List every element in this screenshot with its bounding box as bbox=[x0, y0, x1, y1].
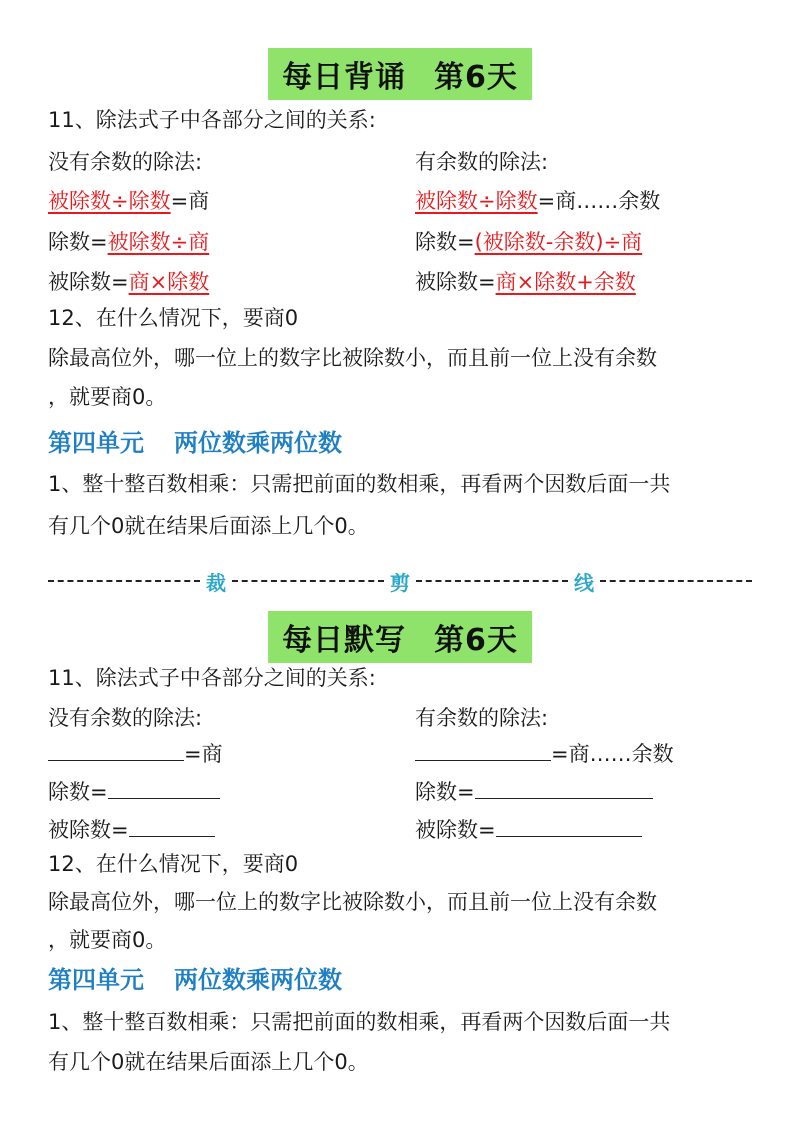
formula-text: 被除数= bbox=[415, 818, 496, 842]
answer-red: 被除数÷商 bbox=[107, 230, 210, 254]
formula-text: =商……余数 bbox=[537, 189, 661, 213]
top-q11: 11、除法式子中各部分之间的关系: bbox=[48, 108, 376, 132]
bottom-formula-left-1 bbox=[48, 738, 223, 768]
fill-blank[interactable] bbox=[48, 742, 184, 761]
bottom-formula-left-2 bbox=[48, 776, 220, 806]
formula-text: 被除数= bbox=[48, 270, 129, 294]
fill-blank[interactable] bbox=[496, 818, 642, 837]
fill-blank[interactable] bbox=[129, 818, 215, 837]
dash-segment bbox=[48, 580, 200, 582]
formula-text: =商 bbox=[170, 189, 210, 213]
dash-segment bbox=[232, 580, 384, 582]
top-formula-left-2 bbox=[48, 226, 209, 256]
formula-text: 除数= bbox=[415, 230, 475, 254]
top-q12: 12、在什么情况下，要商0 bbox=[48, 306, 299, 330]
top-p1-line2: 有几个0就在结果后面添上几个0。 bbox=[48, 514, 369, 538]
top-formula-right-3 bbox=[415, 266, 636, 296]
recite-title-day: 第6天 bbox=[434, 60, 518, 95]
formula-text: =商 bbox=[184, 742, 223, 766]
top-no-remainder-label: 没有余数的除法: bbox=[48, 150, 203, 174]
dictation-title-main: 每日默写 bbox=[282, 623, 407, 658]
answer-red: 被除数÷除数 bbox=[48, 189, 171, 213]
dictation-title-day: 第6天 bbox=[434, 623, 518, 658]
fill-blank[interactable] bbox=[475, 780, 653, 799]
top-unit-heading bbox=[48, 423, 342, 458]
top-formula-left-3 bbox=[48, 266, 209, 296]
bottom-formula-right-3 bbox=[415, 814, 642, 844]
top-p1-line1: 1、整十整百数相乘：只需把前面的数相乘，再看两个因数后面一共 bbox=[48, 472, 671, 496]
formula-text: 除数= bbox=[48, 780, 108, 804]
top-formula-right-2 bbox=[415, 226, 642, 256]
bottom-unit-heading bbox=[48, 960, 342, 995]
cut-word-1: 裁 bbox=[206, 570, 226, 595]
cut-word-3: 线 bbox=[574, 570, 594, 595]
answer-red: (被除数-余数)÷商 bbox=[474, 230, 643, 254]
formula-text: 被除数= bbox=[48, 818, 129, 842]
dictation-title bbox=[268, 611, 532, 663]
bottom-p12-line1: 除最高位外，哪一位上的数字比被除数小，而且前一位上没有余数 bbox=[48, 890, 657, 914]
dash-segment bbox=[416, 580, 568, 582]
bottom-formula-right-1 bbox=[415, 738, 674, 768]
bottom-formula-left-3 bbox=[48, 814, 215, 844]
bottom-p12-line2: ，就要商0。 bbox=[48, 928, 167, 952]
top-formula-left-1 bbox=[48, 185, 209, 215]
dash-segment bbox=[600, 580, 752, 582]
bottom-remainder-label: 有余数的除法: bbox=[415, 706, 549, 730]
answer-red: 商×除数 bbox=[128, 270, 210, 294]
bottom-p1-line1: 1、整十整百数相乘：只需把前面的数相乘，再看两个因数后面一共 bbox=[48, 1010, 671, 1034]
formula-text: 除数= bbox=[48, 230, 108, 254]
bottom-no-remainder-label: 没有余数的除法: bbox=[48, 706, 203, 730]
top-remainder-label: 有余数的除法: bbox=[415, 150, 549, 174]
top-p12-line2: ，就要商0。 bbox=[48, 385, 167, 409]
unit-name: 两位数乘两位数 bbox=[174, 429, 342, 457]
formula-text: 除数= bbox=[415, 780, 475, 804]
fill-blank[interactable] bbox=[415, 742, 551, 761]
bottom-p1-line2: 有几个0就在结果后面添上几个0。 bbox=[48, 1050, 369, 1074]
bottom-q12: 12、在什么情况下，要商0 bbox=[48, 852, 299, 876]
answer-red: 被除数÷除数 bbox=[415, 189, 538, 213]
unit-number: 第四单元 bbox=[48, 429, 144, 457]
top-p12-line1: 除最高位外，哪一位上的数字比被除数小，而且前一位上没有余数 bbox=[48, 346, 657, 370]
fill-blank[interactable] bbox=[108, 780, 220, 799]
answer-red: 商×除数+余数 bbox=[495, 270, 636, 294]
formula-text: 被除数= bbox=[415, 270, 496, 294]
top-formula-right-1 bbox=[415, 185, 660, 215]
bottom-q11: 11、除法式子中各部分之间的关系: bbox=[48, 666, 376, 690]
recite-title bbox=[268, 48, 532, 100]
bottom-formula-right-2 bbox=[415, 776, 653, 806]
formula-text: =商……余数 bbox=[551, 742, 674, 766]
cut-line bbox=[48, 566, 752, 596]
recite-title-main: 每日背诵 bbox=[282, 60, 407, 95]
unit-number: 第四单元 bbox=[48, 966, 144, 994]
cut-word-2: 剪 bbox=[390, 570, 410, 595]
unit-name: 两位数乘两位数 bbox=[174, 966, 342, 994]
